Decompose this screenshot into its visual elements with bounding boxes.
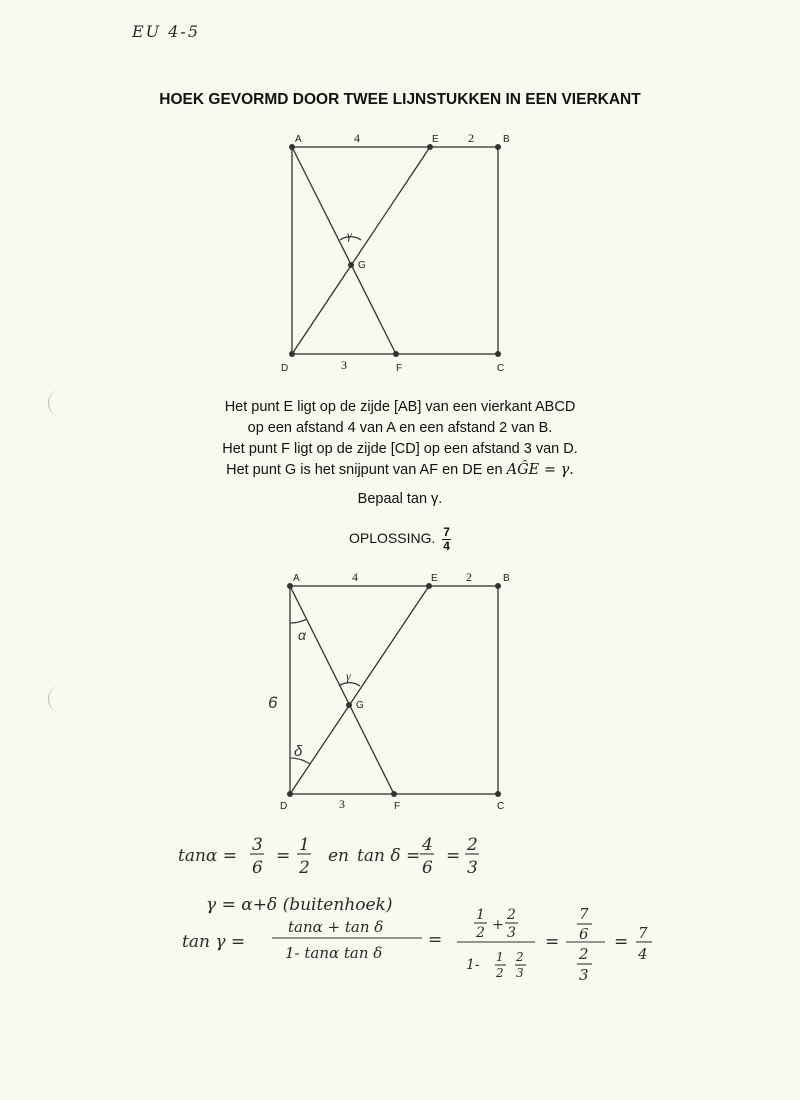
problem-line-4-text: Het punt G is het snijpunt van AF en DE en [226, 462, 507, 478]
point-b-2 [495, 583, 501, 589]
figure-square-annotated-svg [0, 560, 800, 820]
side-length-ad: 6 [268, 693, 278, 712]
hw-eq5: = [614, 932, 629, 952]
length-ae-2: 4 [352, 570, 358, 584]
length-ae: 4 [354, 131, 360, 145]
label-g: G [358, 260, 366, 271]
label-e: E [432, 134, 439, 145]
angle-gamma-label-2: γ [346, 669, 351, 683]
handwritten-solution-svg [0, 825, 800, 995]
length-eb-2: 2 [466, 570, 472, 584]
punch-hole-mark [48, 390, 71, 416]
length-df: 3 [341, 358, 347, 372]
point-d [289, 351, 295, 357]
hw-main-den: 1- tanα tan δ [285, 944, 383, 962]
point-f [393, 351, 399, 357]
hw-eq3: = [428, 930, 443, 950]
label-c: C [497, 363, 505, 374]
hw-s-d6: 3 [579, 966, 589, 984]
answer-denominator: 4 [443, 539, 450, 553]
label-f-2: F [394, 801, 401, 812]
page-title: HOEK GEVORMD DOOR TWEE LIJNSTUKKEN IN EEN VIERKANT [159, 91, 641, 108]
problem-line-2: op een afstand 4 van A en een afstand 2 van B. [247, 420, 553, 436]
point-d-2 [287, 791, 293, 797]
label-b-2: B [503, 573, 510, 584]
angle-gamma-label: γ [347, 228, 352, 242]
label-a: A [295, 134, 302, 145]
hw-d4: 3 [467, 858, 478, 878]
solution-answer [442, 526, 451, 553]
hw-n4: 2 [467, 835, 478, 855]
label-c-2: C [497, 801, 505, 812]
segment-af [292, 147, 396, 354]
hw-n1: 3 [252, 835, 263, 855]
length-df-2: 3 [339, 797, 345, 811]
hw-d2: 2 [299, 858, 310, 878]
label-f: F [396, 363, 403, 374]
hw-s-d2: 3 [507, 925, 516, 941]
hw-s-d1: 2 [476, 925, 485, 941]
hw-s-n7: 7 [638, 924, 648, 942]
label-d: D [281, 363, 289, 374]
task-text: Bepaal tan γ. [357, 491, 443, 507]
angle-gamma-arc-2 [339, 683, 360, 686]
hw-tan-delta: tan δ = [357, 846, 421, 866]
hw-s-n2: 2 [507, 907, 516, 923]
point-c [495, 351, 501, 357]
hw-eq4: = [545, 932, 560, 952]
label-b: B [503, 134, 510, 145]
segment-af-2 [290, 586, 394, 794]
point-b [495, 144, 501, 150]
hw-s-n1: 1 [476, 907, 485, 923]
hw-s-d7: 4 [638, 945, 648, 963]
hw-en: en [328, 846, 350, 866]
hw-s-one: 1- [466, 957, 480, 973]
hw-eq1: = [276, 846, 291, 866]
angle-alpha-label: α [298, 627, 306, 643]
solution-line [0, 526, 800, 553]
problem-line-4 [0, 460, 800, 481]
hw-n3: 4 [422, 835, 433, 855]
length-eb: 2 [468, 131, 474, 145]
label-a-2: A [293, 573, 300, 584]
hw-d3: 6 [422, 858, 433, 878]
hw-s-d3: 2 [496, 966, 504, 980]
hw-s-n3: 1 [496, 950, 504, 964]
problem-line-1: Het punt E ligt op de zijde [AB] van een vierkant ABCD [224, 399, 576, 415]
handwritten-solution [0, 825, 800, 995]
point-c-2 [495, 791, 501, 797]
hw-s-plus: + [492, 917, 504, 933]
answer-numerator: 7 [443, 525, 450, 539]
solution-label: OPLOSSING. [349, 530, 436, 547]
punch-hole-mark [48, 686, 71, 712]
hw-tan-gamma: tan γ = [182, 932, 246, 952]
problem-statement [0, 397, 800, 481]
hw-s-d5: 6 [579, 925, 589, 943]
hw-gamma-sum: γ = α+δ (buitenhoek) [206, 895, 393, 915]
point-g [348, 262, 354, 268]
figure-square-annotated [0, 560, 800, 820]
hw-s-n5: 7 [579, 905, 589, 923]
segment-de-2 [290, 586, 429, 794]
square-abcd-2 [290, 586, 498, 794]
corner-note: EU 4-5 [132, 22, 201, 41]
hw-tan-alpha: tanα = [178, 846, 238, 866]
hw-d1: 6 [252, 858, 263, 878]
hw-s-d4: 3 [516, 966, 524, 980]
hw-s-n6: 2 [579, 945, 589, 963]
hw-eq2: = [446, 846, 461, 866]
point-g-2 [346, 702, 352, 708]
label-d-2: D [280, 801, 288, 812]
hw-main-num: tanα + tan δ [288, 918, 384, 936]
figure-square-svg [0, 0, 800, 380]
segment-de [292, 147, 430, 354]
figure-square [0, 0, 800, 380]
problem-line-3: Het punt F ligt op de zijde [CD] op een afstand 3 van D. [222, 441, 578, 457]
hw-s-n4: 2 [516, 950, 524, 964]
point-f-2 [391, 791, 397, 797]
hw-n2: 1 [299, 835, 310, 855]
angle-age-expression: AĜE = γ. [506, 462, 574, 478]
angle-delta-label: δ [294, 743, 303, 760]
square-abcd [292, 147, 498, 354]
label-g-2: G [356, 700, 364, 711]
angle-alpha-arc [290, 619, 307, 623]
label-e-2: E [431, 573, 438, 584]
